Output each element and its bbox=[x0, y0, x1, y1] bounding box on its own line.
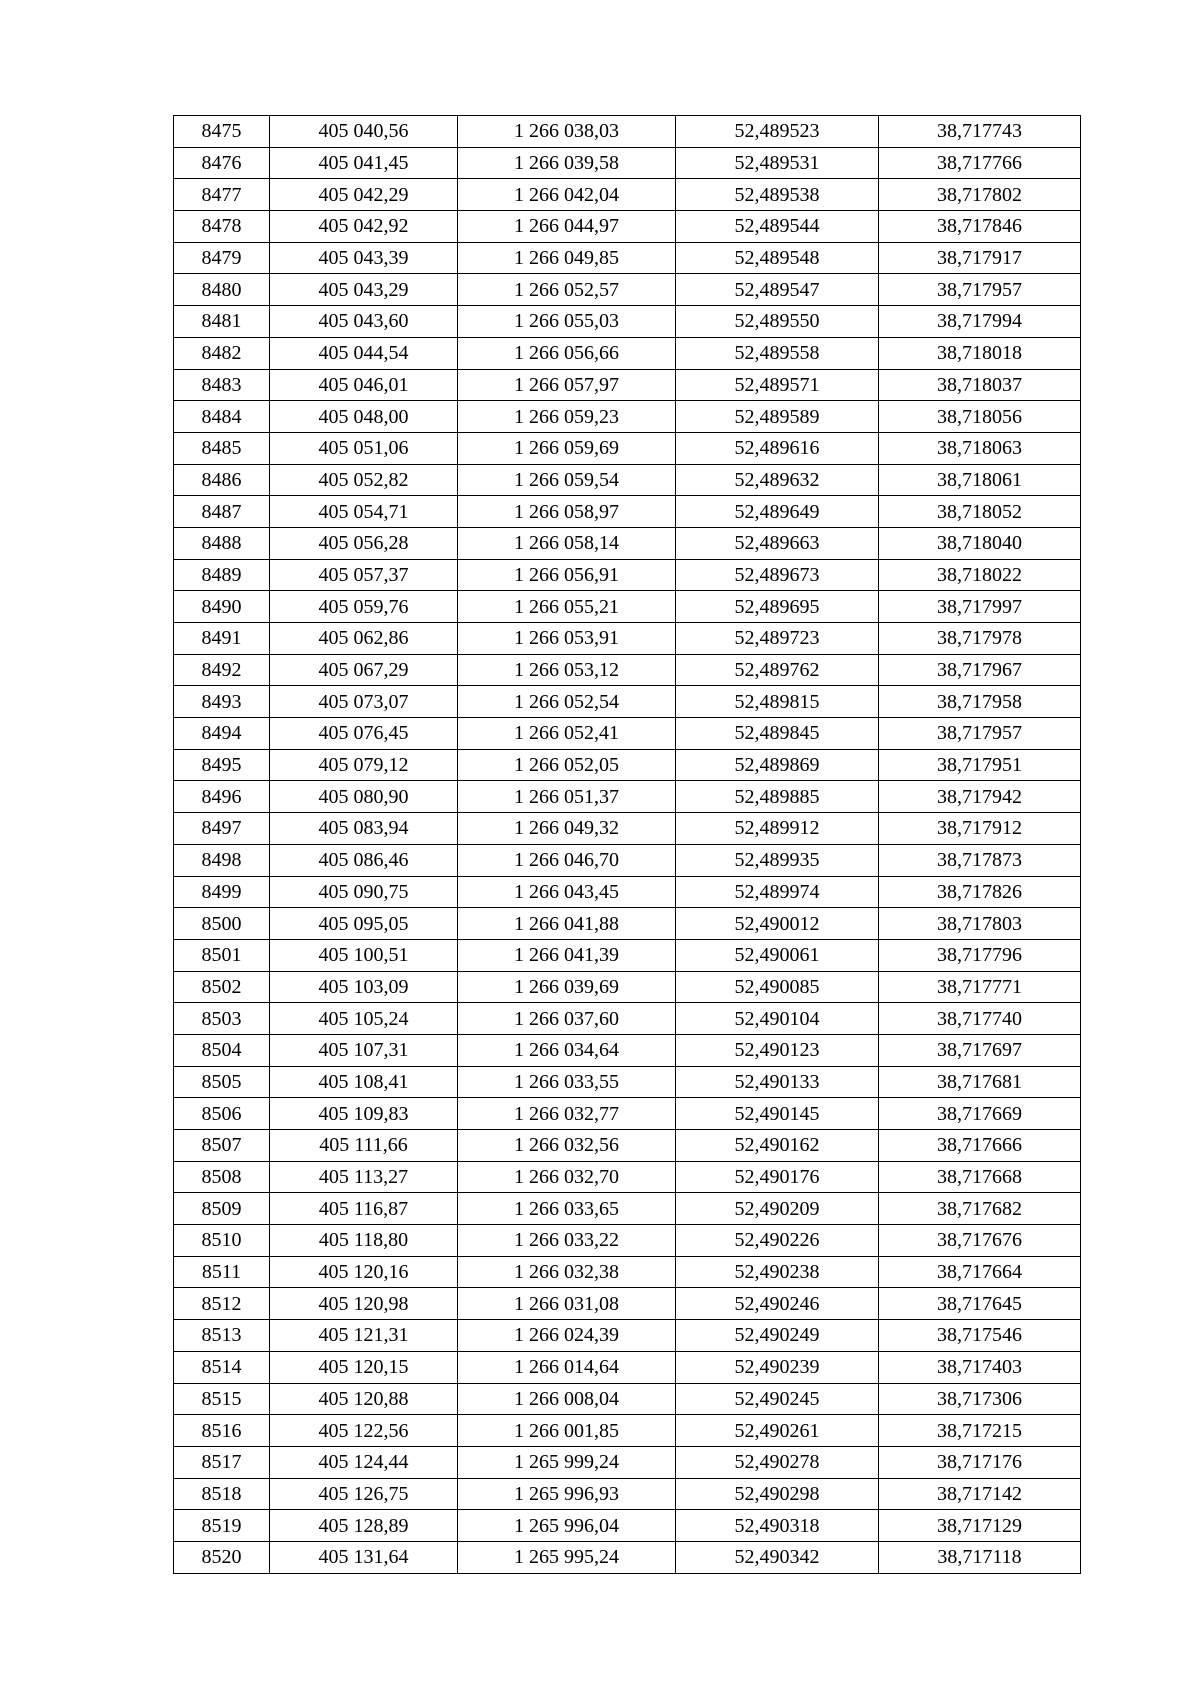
x-coordinate-cell: 405 086,46 bbox=[270, 844, 458, 876]
point-number-cell: 8516 bbox=[174, 1415, 270, 1447]
longitude-cell: 38,717697 bbox=[879, 1034, 1081, 1066]
y-coordinate-cell: 1 266 046,70 bbox=[458, 844, 676, 876]
x-coordinate-cell: 405 073,07 bbox=[270, 686, 458, 718]
y-coordinate-cell: 1 266 041,88 bbox=[458, 908, 676, 940]
table-row bbox=[174, 1034, 1081, 1066]
latitude-cell: 52,490318 bbox=[676, 1510, 879, 1542]
point-number-cell: 8501 bbox=[174, 939, 270, 971]
latitude-cell: 52,490278 bbox=[676, 1446, 879, 1478]
table-row bbox=[174, 1193, 1081, 1225]
longitude-cell: 38,717994 bbox=[879, 306, 1081, 338]
point-number-cell: 8494 bbox=[174, 718, 270, 750]
longitude-cell: 38,717666 bbox=[879, 1130, 1081, 1162]
table-row bbox=[174, 179, 1081, 211]
table-row bbox=[174, 1541, 1081, 1573]
point-number-cell: 8508 bbox=[174, 1161, 270, 1193]
longitude-cell: 38,717766 bbox=[879, 147, 1081, 179]
point-number-cell: 8512 bbox=[174, 1288, 270, 1320]
table-row bbox=[174, 527, 1081, 559]
latitude-cell: 52,489616 bbox=[676, 432, 879, 464]
longitude-cell: 38,717681 bbox=[879, 1066, 1081, 1098]
table-row bbox=[174, 211, 1081, 243]
x-coordinate-cell: 405 059,76 bbox=[270, 591, 458, 623]
table-row bbox=[174, 1383, 1081, 1415]
table-row bbox=[174, 844, 1081, 876]
x-coordinate-cell: 405 067,29 bbox=[270, 654, 458, 686]
table-row bbox=[174, 1225, 1081, 1257]
latitude-cell: 52,490061 bbox=[676, 939, 879, 971]
y-coordinate-cell: 1 266 024,39 bbox=[458, 1320, 676, 1352]
y-coordinate-cell: 1 266 008,04 bbox=[458, 1383, 676, 1415]
longitude-cell: 38,717826 bbox=[879, 876, 1081, 908]
longitude-cell: 38,717771 bbox=[879, 971, 1081, 1003]
point-number-cell: 8499 bbox=[174, 876, 270, 908]
longitude-cell: 38,717958 bbox=[879, 686, 1081, 718]
table-row bbox=[174, 559, 1081, 591]
x-coordinate-cell: 405 048,00 bbox=[270, 401, 458, 433]
latitude-cell: 52,489538 bbox=[676, 179, 879, 211]
longitude-cell: 38,717129 bbox=[879, 1510, 1081, 1542]
point-number-cell: 8496 bbox=[174, 781, 270, 813]
longitude-cell: 38,717912 bbox=[879, 813, 1081, 845]
y-coordinate-cell: 1 266 041,39 bbox=[458, 939, 676, 971]
x-coordinate-cell: 405 103,09 bbox=[270, 971, 458, 1003]
y-coordinate-cell: 1 265 995,24 bbox=[458, 1541, 676, 1573]
latitude-cell: 52,490298 bbox=[676, 1478, 879, 1510]
y-coordinate-cell: 1 266 059,23 bbox=[458, 401, 676, 433]
table-row bbox=[174, 464, 1081, 496]
table-row bbox=[174, 876, 1081, 908]
y-coordinate-cell: 1 266 058,97 bbox=[458, 496, 676, 528]
point-number-cell: 8498 bbox=[174, 844, 270, 876]
y-coordinate-cell: 1 266 049,85 bbox=[458, 242, 676, 274]
longitude-cell: 38,717676 bbox=[879, 1225, 1081, 1257]
point-number-cell: 8485 bbox=[174, 432, 270, 464]
x-coordinate-cell: 405 120,16 bbox=[270, 1256, 458, 1288]
longitude-cell: 38,717997 bbox=[879, 591, 1081, 623]
table-row bbox=[174, 1446, 1081, 1478]
longitude-cell: 38,717306 bbox=[879, 1383, 1081, 1415]
latitude-cell: 52,489845 bbox=[676, 718, 879, 750]
point-number-cell: 8478 bbox=[174, 211, 270, 243]
y-coordinate-cell: 1 266 052,41 bbox=[458, 718, 676, 750]
table-row bbox=[174, 718, 1081, 750]
x-coordinate-cell: 405 041,45 bbox=[270, 147, 458, 179]
x-coordinate-cell: 405 080,90 bbox=[270, 781, 458, 813]
table-row bbox=[174, 1098, 1081, 1130]
longitude-cell: 38,717951 bbox=[879, 749, 1081, 781]
table-row bbox=[174, 242, 1081, 274]
point-number-cell: 8490 bbox=[174, 591, 270, 623]
table-row bbox=[174, 1320, 1081, 1352]
point-number-cell: 8502 bbox=[174, 971, 270, 1003]
point-number-cell: 8503 bbox=[174, 1003, 270, 1035]
latitude-cell: 52,490162 bbox=[676, 1130, 879, 1162]
table-row bbox=[174, 971, 1081, 1003]
point-number-cell: 8486 bbox=[174, 464, 270, 496]
latitude-cell: 52,490104 bbox=[676, 1003, 879, 1035]
longitude-cell: 38,718063 bbox=[879, 432, 1081, 464]
longitude-cell: 38,717846 bbox=[879, 211, 1081, 243]
x-coordinate-cell: 405 042,92 bbox=[270, 211, 458, 243]
table-row bbox=[174, 813, 1081, 845]
longitude-cell: 38,717978 bbox=[879, 623, 1081, 655]
x-coordinate-cell: 405 122,56 bbox=[270, 1415, 458, 1447]
y-coordinate-cell: 1 266 014,64 bbox=[458, 1351, 676, 1383]
latitude-cell: 52,489632 bbox=[676, 464, 879, 496]
point-number-cell: 8505 bbox=[174, 1066, 270, 1098]
longitude-cell: 38,717118 bbox=[879, 1541, 1081, 1573]
point-number-cell: 8488 bbox=[174, 527, 270, 559]
longitude-cell: 38,718037 bbox=[879, 369, 1081, 401]
point-number-cell: 8510 bbox=[174, 1225, 270, 1257]
point-number-cell: 8500 bbox=[174, 908, 270, 940]
x-coordinate-cell: 405 062,86 bbox=[270, 623, 458, 655]
x-coordinate-cell: 405 128,89 bbox=[270, 1510, 458, 1542]
latitude-cell: 52,489547 bbox=[676, 274, 879, 306]
point-number-cell: 8482 bbox=[174, 337, 270, 369]
x-coordinate-cell: 405 076,45 bbox=[270, 718, 458, 750]
y-coordinate-cell: 1 266 032,38 bbox=[458, 1256, 676, 1288]
point-number-cell: 8489 bbox=[174, 559, 270, 591]
y-coordinate-cell: 1 266 059,54 bbox=[458, 464, 676, 496]
longitude-cell: 38,717664 bbox=[879, 1256, 1081, 1288]
table-row bbox=[174, 274, 1081, 306]
point-number-cell: 8511 bbox=[174, 1256, 270, 1288]
table-row bbox=[174, 1288, 1081, 1320]
x-coordinate-cell: 405 054,71 bbox=[270, 496, 458, 528]
latitude-cell: 52,489695 bbox=[676, 591, 879, 623]
x-coordinate-cell: 405 043,29 bbox=[270, 274, 458, 306]
y-coordinate-cell: 1 266 055,21 bbox=[458, 591, 676, 623]
longitude-cell: 38,717645 bbox=[879, 1288, 1081, 1320]
longitude-cell: 38,717957 bbox=[879, 274, 1081, 306]
y-coordinate-cell: 1 266 039,58 bbox=[458, 147, 676, 179]
latitude-cell: 52,489935 bbox=[676, 844, 879, 876]
table-row bbox=[174, 749, 1081, 781]
longitude-cell: 38,717942 bbox=[879, 781, 1081, 813]
x-coordinate-cell: 405 113,27 bbox=[270, 1161, 458, 1193]
x-coordinate-cell: 405 044,54 bbox=[270, 337, 458, 369]
point-number-cell: 8495 bbox=[174, 749, 270, 781]
longitude-cell: 38,718056 bbox=[879, 401, 1081, 433]
longitude-cell: 38,717873 bbox=[879, 844, 1081, 876]
table-row bbox=[174, 337, 1081, 369]
table-row bbox=[174, 147, 1081, 179]
point-number-cell: 8513 bbox=[174, 1320, 270, 1352]
x-coordinate-cell: 405 052,82 bbox=[270, 464, 458, 496]
y-coordinate-cell: 1 266 043,45 bbox=[458, 876, 676, 908]
latitude-cell: 52,490012 bbox=[676, 908, 879, 940]
y-coordinate-cell: 1 266 033,55 bbox=[458, 1066, 676, 1098]
latitude-cell: 52,490209 bbox=[676, 1193, 879, 1225]
point-number-cell: 8509 bbox=[174, 1193, 270, 1225]
x-coordinate-cell: 405 111,66 bbox=[270, 1130, 458, 1162]
latitude-cell: 52,489544 bbox=[676, 211, 879, 243]
x-coordinate-cell: 405 105,24 bbox=[270, 1003, 458, 1035]
table-row bbox=[174, 1478, 1081, 1510]
table-row bbox=[174, 1351, 1081, 1383]
table-row bbox=[174, 781, 1081, 813]
latitude-cell: 52,489531 bbox=[676, 147, 879, 179]
y-coordinate-cell: 1 266 053,12 bbox=[458, 654, 676, 686]
y-coordinate-cell: 1 266 038,03 bbox=[458, 116, 676, 148]
y-coordinate-cell: 1 266 044,97 bbox=[458, 211, 676, 243]
longitude-cell: 38,717957 bbox=[879, 718, 1081, 750]
table-row bbox=[174, 1003, 1081, 1035]
latitude-cell: 52,489571 bbox=[676, 369, 879, 401]
point-number-cell: 8477 bbox=[174, 179, 270, 211]
latitude-cell: 52,489869 bbox=[676, 749, 879, 781]
table-row bbox=[174, 432, 1081, 464]
x-coordinate-cell: 405 043,60 bbox=[270, 306, 458, 338]
latitude-cell: 52,489550 bbox=[676, 306, 879, 338]
x-coordinate-cell: 405 056,28 bbox=[270, 527, 458, 559]
latitude-cell: 52,489589 bbox=[676, 401, 879, 433]
latitude-cell: 52,489912 bbox=[676, 813, 879, 845]
table-row bbox=[174, 939, 1081, 971]
x-coordinate-cell: 405 100,51 bbox=[270, 939, 458, 971]
x-coordinate-cell: 405 040,56 bbox=[270, 116, 458, 148]
y-coordinate-cell: 1 266 057,97 bbox=[458, 369, 676, 401]
y-coordinate-cell: 1 266 031,08 bbox=[458, 1288, 676, 1320]
y-coordinate-cell: 1 266 032,70 bbox=[458, 1161, 676, 1193]
latitude-cell: 52,489663 bbox=[676, 527, 879, 559]
longitude-cell: 38,717803 bbox=[879, 908, 1081, 940]
longitude-cell: 38,718018 bbox=[879, 337, 1081, 369]
table-row bbox=[174, 401, 1081, 433]
coordinates-table-body bbox=[174, 116, 1081, 1574]
y-coordinate-cell: 1 265 999,24 bbox=[458, 1446, 676, 1478]
point-number-cell: 8517 bbox=[174, 1446, 270, 1478]
latitude-cell: 52,490123 bbox=[676, 1034, 879, 1066]
latitude-cell: 52,490145 bbox=[676, 1098, 879, 1130]
table-row bbox=[174, 306, 1081, 338]
point-number-cell: 8493 bbox=[174, 686, 270, 718]
table-row bbox=[174, 623, 1081, 655]
table-row bbox=[174, 686, 1081, 718]
point-number-cell: 8507 bbox=[174, 1130, 270, 1162]
x-coordinate-cell: 405 051,06 bbox=[270, 432, 458, 464]
table-row bbox=[174, 1415, 1081, 1447]
table-row bbox=[174, 1256, 1081, 1288]
y-coordinate-cell: 1 266 033,22 bbox=[458, 1225, 676, 1257]
point-number-cell: 8476 bbox=[174, 147, 270, 179]
y-coordinate-cell: 1 266 042,04 bbox=[458, 179, 676, 211]
latitude-cell: 52,490246 bbox=[676, 1288, 879, 1320]
latitude-cell: 52,489523 bbox=[676, 116, 879, 148]
longitude-cell: 38,717142 bbox=[879, 1478, 1081, 1510]
point-number-cell: 8492 bbox=[174, 654, 270, 686]
latitude-cell: 52,489815 bbox=[676, 686, 879, 718]
latitude-cell: 52,490245 bbox=[676, 1383, 879, 1415]
y-coordinate-cell: 1 266 055,03 bbox=[458, 306, 676, 338]
latitude-cell: 52,489649 bbox=[676, 496, 879, 528]
latitude-cell: 52,489548 bbox=[676, 242, 879, 274]
y-coordinate-cell: 1 266 051,37 bbox=[458, 781, 676, 813]
latitude-cell: 52,489762 bbox=[676, 654, 879, 686]
y-coordinate-cell: 1 266 049,32 bbox=[458, 813, 676, 845]
latitude-cell: 52,490176 bbox=[676, 1161, 879, 1193]
x-coordinate-cell: 405 079,12 bbox=[270, 749, 458, 781]
point-number-cell: 8483 bbox=[174, 369, 270, 401]
y-coordinate-cell: 1 266 034,64 bbox=[458, 1034, 676, 1066]
latitude-cell: 52,489885 bbox=[676, 781, 879, 813]
point-number-cell: 8519 bbox=[174, 1510, 270, 1542]
x-coordinate-cell: 405 108,41 bbox=[270, 1066, 458, 1098]
longitude-cell: 38,717740 bbox=[879, 1003, 1081, 1035]
latitude-cell: 52,490085 bbox=[676, 971, 879, 1003]
longitude-cell: 38,717546 bbox=[879, 1320, 1081, 1352]
point-number-cell: 8497 bbox=[174, 813, 270, 845]
y-coordinate-cell: 1 266 056,66 bbox=[458, 337, 676, 369]
point-number-cell: 8514 bbox=[174, 1351, 270, 1383]
point-number-cell: 8518 bbox=[174, 1478, 270, 1510]
latitude-cell: 52,490261 bbox=[676, 1415, 879, 1447]
point-number-cell: 8475 bbox=[174, 116, 270, 148]
y-coordinate-cell: 1 266 032,56 bbox=[458, 1130, 676, 1162]
point-number-cell: 8504 bbox=[174, 1034, 270, 1066]
latitude-cell: 52,490226 bbox=[676, 1225, 879, 1257]
x-coordinate-cell: 405 042,29 bbox=[270, 179, 458, 211]
longitude-cell: 38,717917 bbox=[879, 242, 1081, 274]
y-coordinate-cell: 1 266 059,69 bbox=[458, 432, 676, 464]
longitude-cell: 38,717668 bbox=[879, 1161, 1081, 1193]
latitude-cell: 52,489673 bbox=[676, 559, 879, 591]
y-coordinate-cell: 1 266 056,91 bbox=[458, 559, 676, 591]
point-number-cell: 8487 bbox=[174, 496, 270, 528]
latitude-cell: 52,490133 bbox=[676, 1066, 879, 1098]
table-row bbox=[174, 1130, 1081, 1162]
longitude-cell: 38,717669 bbox=[879, 1098, 1081, 1130]
x-coordinate-cell: 405 046,01 bbox=[270, 369, 458, 401]
point-number-cell: 8506 bbox=[174, 1098, 270, 1130]
latitude-cell: 52,489558 bbox=[676, 337, 879, 369]
y-coordinate-cell: 1 265 996,04 bbox=[458, 1510, 676, 1542]
point-number-cell: 8481 bbox=[174, 306, 270, 338]
x-coordinate-cell: 405 057,37 bbox=[270, 559, 458, 591]
latitude-cell: 52,490238 bbox=[676, 1256, 879, 1288]
latitude-cell: 52,490249 bbox=[676, 1320, 879, 1352]
longitude-cell: 38,717967 bbox=[879, 654, 1081, 686]
y-coordinate-cell: 1 266 052,57 bbox=[458, 274, 676, 306]
y-coordinate-cell: 1 265 996,93 bbox=[458, 1478, 676, 1510]
longitude-cell: 38,717176 bbox=[879, 1446, 1081, 1478]
x-coordinate-cell: 405 083,94 bbox=[270, 813, 458, 845]
y-coordinate-cell: 1 266 032,77 bbox=[458, 1098, 676, 1130]
longitude-cell: 38,717796 bbox=[879, 939, 1081, 971]
y-coordinate-cell: 1 266 037,60 bbox=[458, 1003, 676, 1035]
x-coordinate-cell: 405 120,98 bbox=[270, 1288, 458, 1320]
table-row bbox=[174, 654, 1081, 686]
point-number-cell: 8491 bbox=[174, 623, 270, 655]
longitude-cell: 38,718040 bbox=[879, 527, 1081, 559]
table-row bbox=[174, 1066, 1081, 1098]
longitude-cell: 38,717215 bbox=[879, 1415, 1081, 1447]
y-coordinate-cell: 1 266 052,05 bbox=[458, 749, 676, 781]
x-coordinate-cell: 405 120,15 bbox=[270, 1351, 458, 1383]
table-row bbox=[174, 1161, 1081, 1193]
point-number-cell: 8484 bbox=[174, 401, 270, 433]
table-row bbox=[174, 116, 1081, 148]
latitude-cell: 52,489723 bbox=[676, 623, 879, 655]
x-coordinate-cell: 405 121,31 bbox=[270, 1320, 458, 1352]
table-row bbox=[174, 1510, 1081, 1542]
y-coordinate-cell: 1 266 053,91 bbox=[458, 623, 676, 655]
longitude-cell: 38,717743 bbox=[879, 116, 1081, 148]
longitude-cell: 38,717802 bbox=[879, 179, 1081, 211]
table-row bbox=[174, 591, 1081, 623]
x-coordinate-cell: 405 107,31 bbox=[270, 1034, 458, 1066]
y-coordinate-cell: 1 266 039,69 bbox=[458, 971, 676, 1003]
y-coordinate-cell: 1 266 058,14 bbox=[458, 527, 676, 559]
coordinates-table bbox=[173, 115, 1081, 1574]
x-coordinate-cell: 405 109,83 bbox=[270, 1098, 458, 1130]
longitude-cell: 38,717403 bbox=[879, 1351, 1081, 1383]
point-number-cell: 8515 bbox=[174, 1383, 270, 1415]
y-coordinate-cell: 1 266 052,54 bbox=[458, 686, 676, 718]
latitude-cell: 52,490239 bbox=[676, 1351, 879, 1383]
y-coordinate-cell: 1 266 001,85 bbox=[458, 1415, 676, 1447]
point-number-cell: 8480 bbox=[174, 274, 270, 306]
x-coordinate-cell: 405 043,39 bbox=[270, 242, 458, 274]
x-coordinate-cell: 405 120,88 bbox=[270, 1383, 458, 1415]
table-row bbox=[174, 496, 1081, 528]
x-coordinate-cell: 405 090,75 bbox=[270, 876, 458, 908]
point-number-cell: 8479 bbox=[174, 242, 270, 274]
x-coordinate-cell: 405 131,64 bbox=[270, 1541, 458, 1573]
latitude-cell: 52,489974 bbox=[676, 876, 879, 908]
table-row bbox=[174, 908, 1081, 940]
y-coordinate-cell: 1 266 033,65 bbox=[458, 1193, 676, 1225]
x-coordinate-cell: 405 095,05 bbox=[270, 908, 458, 940]
longitude-cell: 38,718022 bbox=[879, 559, 1081, 591]
x-coordinate-cell: 405 124,44 bbox=[270, 1446, 458, 1478]
point-number-cell: 8520 bbox=[174, 1541, 270, 1573]
longitude-cell: 38,717682 bbox=[879, 1193, 1081, 1225]
x-coordinate-cell: 405 126,75 bbox=[270, 1478, 458, 1510]
longitude-cell: 38,718061 bbox=[879, 464, 1081, 496]
x-coordinate-cell: 405 118,80 bbox=[270, 1225, 458, 1257]
x-coordinate-cell: 405 116,87 bbox=[270, 1193, 458, 1225]
latitude-cell: 52,490342 bbox=[676, 1541, 879, 1573]
table-row bbox=[174, 369, 1081, 401]
longitude-cell: 38,718052 bbox=[879, 496, 1081, 528]
